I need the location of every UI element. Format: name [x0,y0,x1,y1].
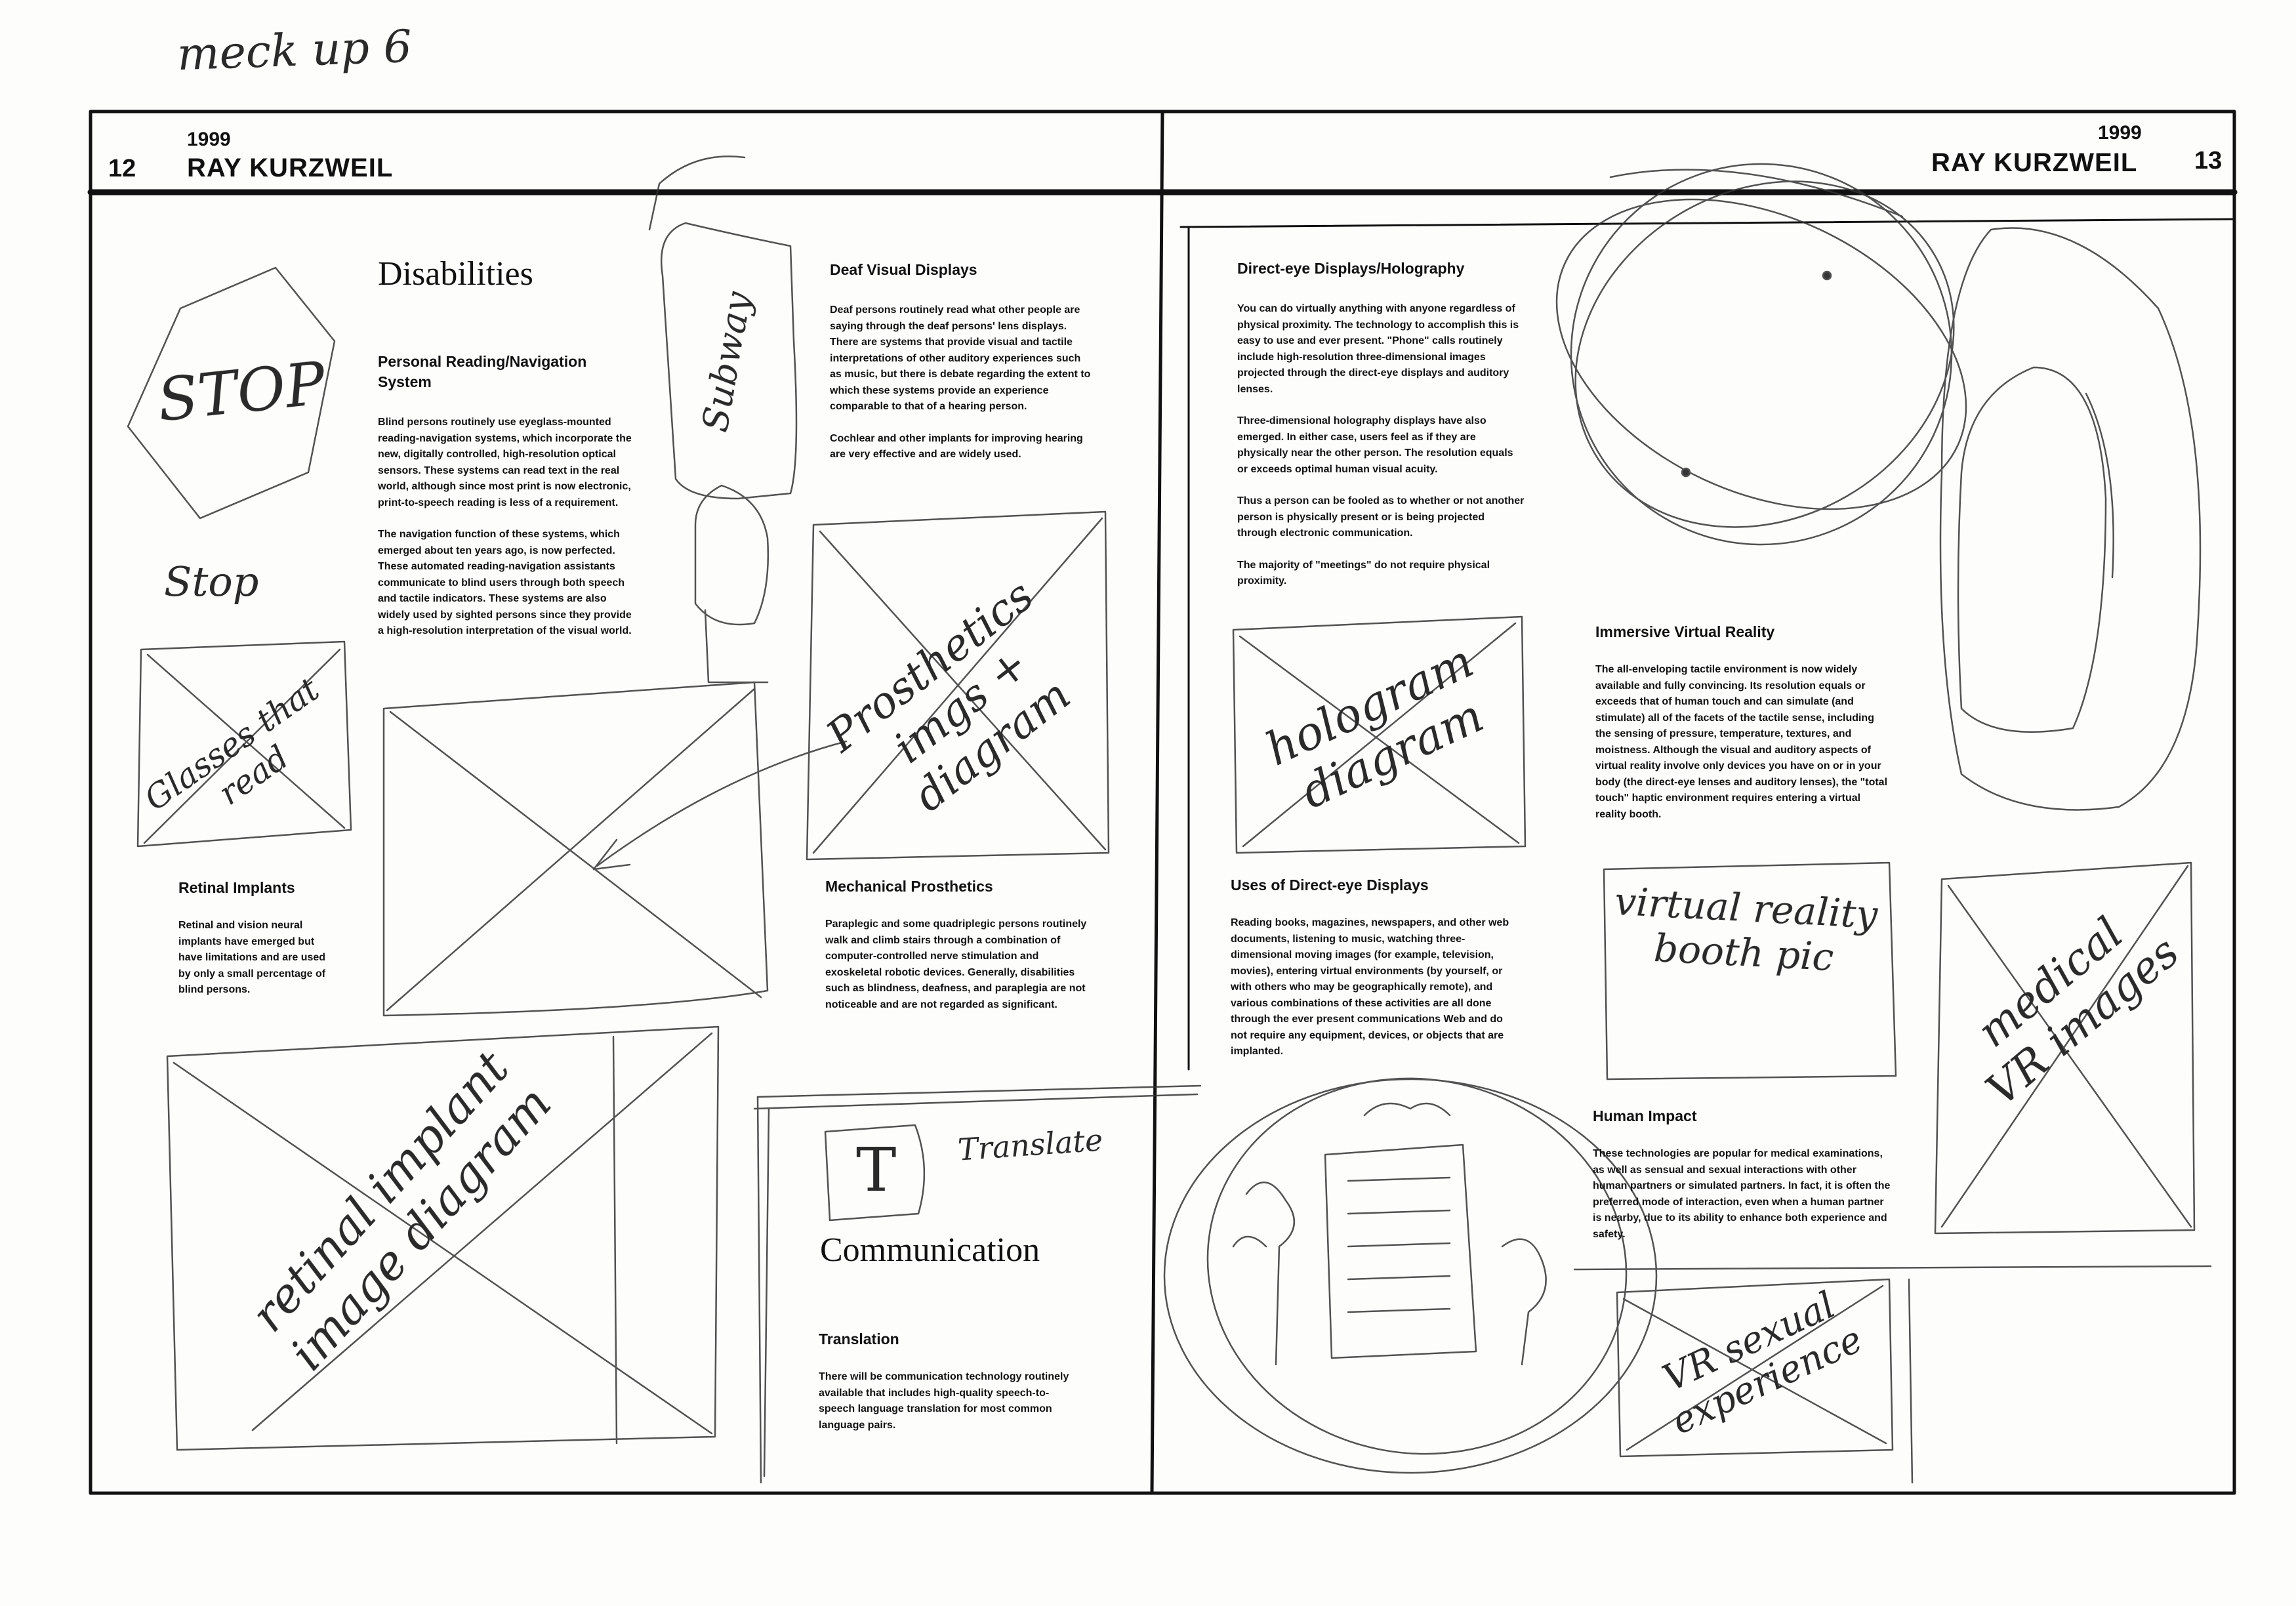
image-placeholder-box [384,682,768,1016]
human-impact-body [1593,1146,1891,1243]
human-impact-heading: Human Impact [1593,1107,1697,1124]
mechanical-prosthetics-section [825,876,1088,1029]
right-page-year: 1999 [2098,122,2142,144]
direct-eye-heading: Direct-eye Displays/Holography [1237,260,1465,277]
direct-eye-p2: Three-dimensional holography displays have also emerged. In either case, users feel as if they are physically near the other person. The resolution equals or exceeds optimal human visual acuity. [1237,415,1513,475]
translate-label: Translate [956,1122,1104,1168]
retinal-implants-body [178,918,336,999]
mockup-note: meck up 6 [176,20,413,81]
disabilities-title: Disabilities [378,255,533,293]
left-page-year: 1999 [187,129,231,150]
retinal-implants-heading: Retinal Implants [178,879,295,896]
deaf-visual-section [830,260,1092,479]
vr-booth-label: virtual reality booth pic [1613,878,1879,980]
direct-eye-p1: You can do virtually anything with anyone regardless of physical proximity. The technology to accomplish this is easy to use and ever present. "Phone" calls routinely include high-resolution three-dimensional images projected through the direct-eye displays and auditory lenses. [1237,303,1519,395]
stop-caption-label: Stop [164,558,259,606]
uses-direct-eye-heading: Uses of Direct-eye Displays [1231,876,1429,894]
translation-section [819,1329,1081,1449]
deaf-visual-p1: Deaf persons routinely read what other people are saying through the deaf persons' lens displays. There are systems that provide visual and tactile interpretations of other auditory experiences such as music, but there is debate regarding the extent to which these systems provide an experience comparable to that of a hearing person. [830,304,1091,412]
personal-reading-section [378,352,640,655]
immersive-vr-section [1595,622,1891,838]
stop-sign-label: STOP [154,348,329,436]
personal-reading-p2: The navigation function of these systems, which emerged about ten years ago, is now perfected. These automated reading-navigation assistants communicate to blind users through both speech and tactile indicators. These systems are also widely used by sighted persons since they provide a high-resolution interpretation of the visual world. [378,529,632,636]
personal-reading-p1: Blind persons routinely use eyeglass-mounted reading-navigation systems, which incorporate the new, digitally controlled, high-resolution optical sensors. These systems can read text in the real world, although since most print is now electronic, print-to-speech reading is less of a requirement. [378,417,632,508]
deaf-visual-body [830,302,1092,463]
retinal-implants-p1: Retinal and vision neural implants have emerged but have limitations and are used by only a small percentage of blind persons. [178,920,326,995]
direct-eye-p4: The majority of "meetings" do not require physical proximity. [1237,559,1490,587]
left-page-author: RAY KURZWEIL [187,154,394,182]
deaf-visual-p2: Cochlear and other implants for improving hearing are very effective and are widely used. [830,432,1083,460]
uses-direct-eye-p1: Reading books, magazines, newspapers, and other web documents, listening to music, watching three-dimensional moving images (for example, television, movies), entering virtual environments (by yourself, or with others who may be geographically remote), and various combinations of these activities are all done through the ever present communications Web and do not require any equipment, devices, or objects that are implanted. [1231,917,1509,1057]
communication-title: Communication [820,1231,1040,1269]
right-page-number: 13 [2194,147,2223,175]
translation-heading: Translation [819,1330,899,1348]
right-page-author: RAY KURZWEIL [1931,148,2138,177]
immersive-vr-heading: Immersive Virtual Reality [1595,623,1775,640]
left-page-number: 12 [108,155,136,182]
communication-box [758,1086,1200,1097]
translation-p1: There will be communication technology routinely available that includes high-quality speech-to-speech language translation for most common language pairs. [819,1371,1069,1431]
subway-label: Subway [693,289,760,435]
uses-direct-eye-body [1231,915,1519,1060]
mechanical-prosthetics-heading: Mechanical Prosthetics [825,878,993,895]
medical-label: medical VR images [1967,907,2189,1116]
immersive-vr-body [1595,662,1891,823]
deaf-visual-heading: Deaf Visual Displays [830,261,977,278]
web-circle-sketch [1164,1079,1656,1473]
prosthetics-label: Prosthetics imgs + diagram [817,569,1080,822]
retinal-label: retinal implant image diagram [239,1040,562,1381]
glasses-label: Glasses that read [137,670,327,819]
oval-sketch [1940,228,2200,810]
personal-reading-body [378,415,640,640]
direct-eye-section [1237,258,1526,606]
hologram-label: hologram diagram [1258,634,1492,819]
personal-reading-heading: Personal Reading/Navigation System [378,353,587,390]
mechanical-prosthetics-p1: Paraplegic and some quadriplegic persons routinely walk and climb stairs through a combination of computer-controlled nerve stimulation and exoskeletal robotic devices. Generally, disabilities such as blindness, deafness, and paraplegia are not noticeable and are not regarded as significant. [825,918,1087,1010]
mechanical-prosthetics-body [825,916,1088,1013]
page-divider [1152,112,1162,1493]
retinal-implants-section [178,878,336,1014]
uses-direct-eye-section [1231,875,1519,1076]
vr-sexual-label: VR sexual experience [1656,1283,1869,1443]
translate-icon-glyph: T [856,1135,897,1205]
human-impact-p1: These technologies are popular for medical examinations, as well as sensual and sexual interactions with other human partners or simulated partners. In fact, it is often the preferred mode of interaction, even when a human partner is nearby, due to its ability to enhance both experience and safety. [1593,1148,1891,1240]
translation-body [819,1369,1081,1433]
human-impact-section [1593,1106,1891,1258]
direct-eye-body [1237,301,1526,590]
direct-eye-p3: Thus a person can be fooled as to whether or not another person is physically present or is being projected through electronic communication. [1237,495,1525,539]
immersive-vr-p1: The all-enveloping tactile environment is now widely available and fully convincing. Its resolution equals or exceeds that of human touch and can simulate (and stimulate) all of the facets of the tactile sense, including the sensing of pressure, temperature, textures, and moistness. Although the visual and auditory aspects of virtual reality involve only devices you have on or in your body (the direct-eye lenses and auditory lenses), the "total touch" haptic environment requires entering a virtual reality booth. [1595,664,1888,820]
